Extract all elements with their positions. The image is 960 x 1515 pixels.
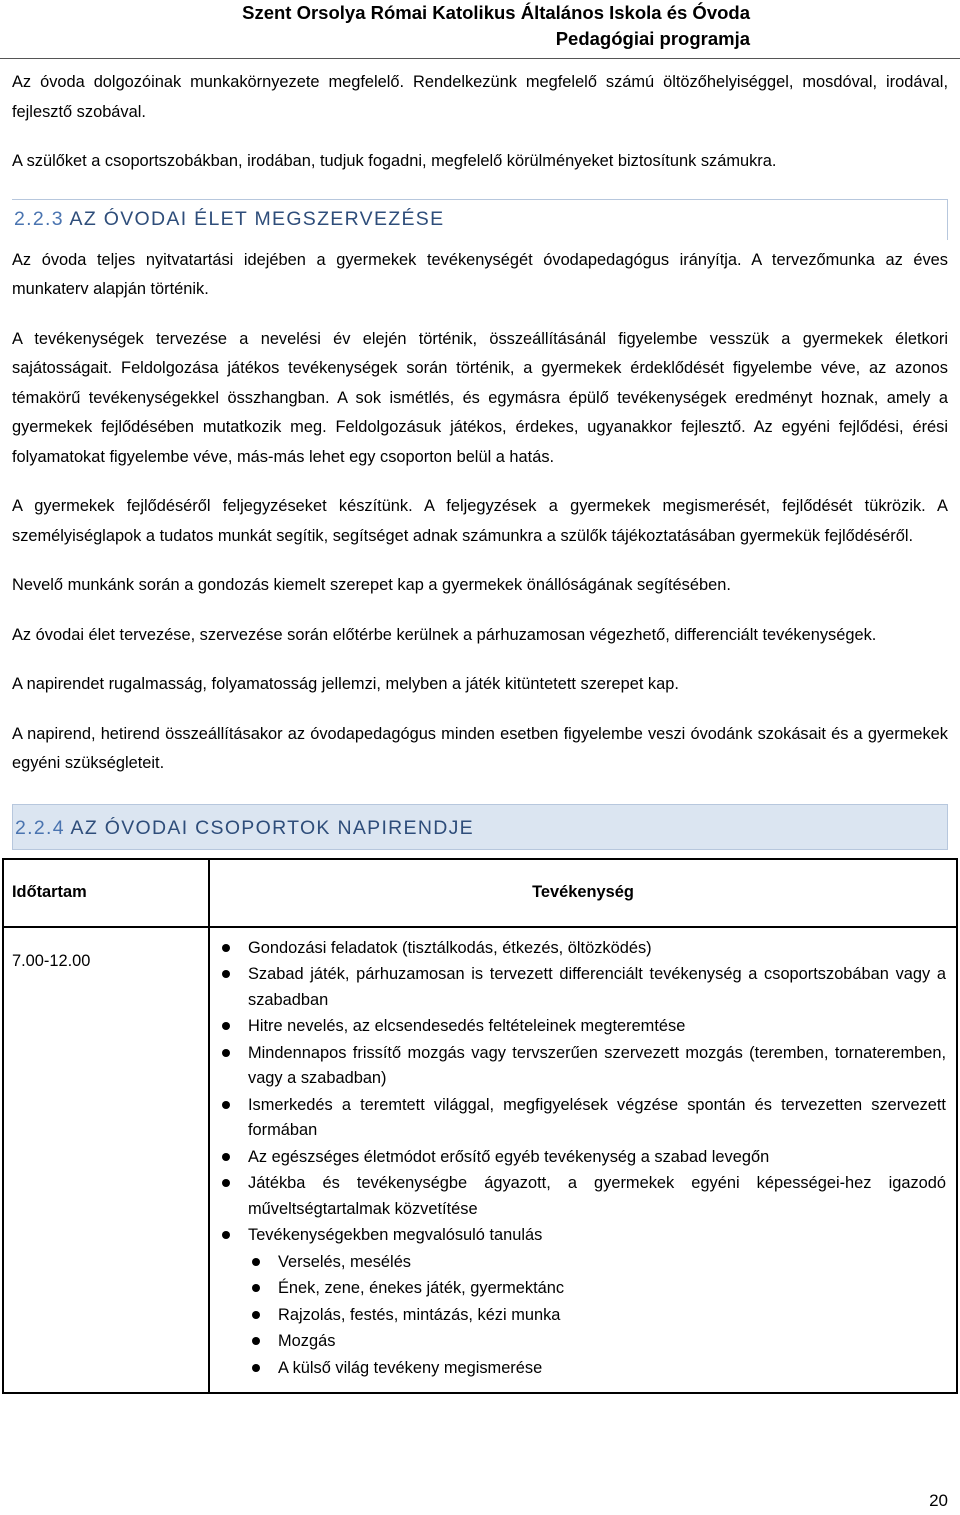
section-number: 2.2.4 [15, 816, 65, 839]
paragraph: A napirendet rugalmasság, folyamatosság jellemzi, melyben a játék kitüntetett szerepet kap. [12, 675, 679, 693]
sublist-item: Verselés, mesélés [278, 1250, 946, 1276]
list-item: Játékba és tevékenységbe ágyazott, a gyermekek egyéni képességei-hez igazodó műveltségtartalmak közvetítése [248, 1171, 946, 1222]
header-document-title: Pedagógiai programja [555, 28, 750, 49]
paragraph: A gyermekek fejlődéséről feljegyzéseket készítünk. A feljegyzések a gyermekek megismerését, fejlődését tükrözik. A személyiséglapok a tudatos munkát segítik, segítséget adnak számunkra a szülők tájékoztatásában gyermekük fejlődéséről. [12, 497, 948, 545]
header-divider [0, 58, 960, 59]
activities-cell [209, 927, 957, 1394]
section-title: AZ ÓVODAI CSOPORTOK NAPIRENDJE [70, 816, 474, 839]
column-header-activity: Tevékenység [209, 859, 957, 927]
learning-sublist [248, 1250, 946, 1382]
list-item: Az egészséges életmódot erősítő egyéb tevékenység a szabad levegőn [248, 1145, 946, 1171]
list-item [248, 1223, 946, 1381]
list-item: Ismerkedés a teremtett világgal, megfigyelések végzése spontán és tervezetten szervezett formában [248, 1093, 946, 1144]
table-header-row [3, 859, 957, 927]
activity-list [210, 936, 946, 1382]
time-cell: 7.00-12.00 [3, 927, 209, 1394]
section-heading-2-2-4 [12, 804, 948, 850]
header-school-name: Szent Orsolya Római Katolikus Általános Iskola és Óvoda [242, 2, 750, 23]
column-header-time: Időtartam [3, 859, 209, 927]
section-title: AZ ÓVODAI ÉLET MEGSZERVEZÉSE [69, 207, 445, 230]
sublist-item: Mozgás [278, 1329, 946, 1355]
paragraph: Nevelő munkánk során a gondozás kiemelt szerepet kap a gyermekek önállóságának segítésében. [12, 576, 731, 594]
sublist-item: Rajzolás, festés, mintázás, kézi munka [278, 1303, 946, 1329]
paragraph: A szülőket a csoportszobákban, irodában, tudjuk fogadni, megfelelő körülményeket biztosítunk számukra. [12, 152, 777, 170]
list-item: Szabad játék, párhuzamosan is tervezett differenciált tevékenység a csoportszobában vagy a szabadban [248, 962, 946, 1013]
paragraph: A tevékenységek tervezése a nevelési év elején történik, összeállításánál figyelembe vesszük a gyermekek életkori sajátosságait. Feldolgozása játékos tevékenységek során történik, a gyermekek érdeklődését figyelembe véve, az azonos témakörű tevékenységekkel összhangban. A sok ismétlés, és egymásra épülő tevékenységek eredményt hoznak, amely a gyermekek fejlődésében mutatkozik meg. Feldolgozásuk játékos, érdekes, ugyanakkor fejlesztő. Az egyéni fejlődési, érési folyamatokat figyelembe véve, más-más lehet egy csoporton belül a hatás. [12, 329, 948, 466]
list-item: Hitre nevelés, az elcsendesedés feltételeinek megteremtése [248, 1014, 946, 1040]
section-heading-2-2-3 [12, 199, 948, 240]
paragraph: Az óvoda teljes nyitvatartási idejében a gyermekek tevékenységét óvodapedagógus irányítja. A tervezőmunka az éves munkaterv alapján történik. [12, 250, 948, 298]
daily-schedule-table [2, 858, 958, 1395]
list-item-label: Tevékenységekben megvalósuló tanulás [248, 1226, 543, 1244]
list-item: Mindennapos frissítő mozgás vagy tervszerűen szervezett mozgás (teremben, tornateremben, vagy a szabadban) [248, 1041, 946, 1092]
paragraph: Az óvoda dolgozóinak munkakörnyezete megfelelő. Rendelkezünk megfelelő számú öltözőhelyiséggel, mosdóval, irodával, fejlesztő szobával. [12, 73, 948, 121]
sublist-item: Ének, zene, énekes játék, gyermektánc [278, 1276, 946, 1302]
page-header [30, 0, 750, 52]
sublist-item: A külső világ tevékeny megismerése [278, 1356, 946, 1382]
page-number: 20 [929, 1491, 948, 1510]
page-content [12, 68, 948, 1394]
section-number: 2.2.3 [14, 207, 64, 230]
table-row [3, 927, 957, 1394]
paragraph: Az óvodai élet tervezése, szervezése során előtérbe kerülnek a párhuzamosan végezhető, differenciált tevékenységek. [12, 625, 877, 644]
list-item: Gondozási feladatok (tisztálkodás, étkezés, öltözködés) [248, 936, 946, 962]
paragraph: A napirend, hetirend összeállításakor az óvodapedagógus minden esetben figyelembe veszi óvodánk szokásait és a gyermekek egyéni szükségleteit. [12, 724, 948, 772]
